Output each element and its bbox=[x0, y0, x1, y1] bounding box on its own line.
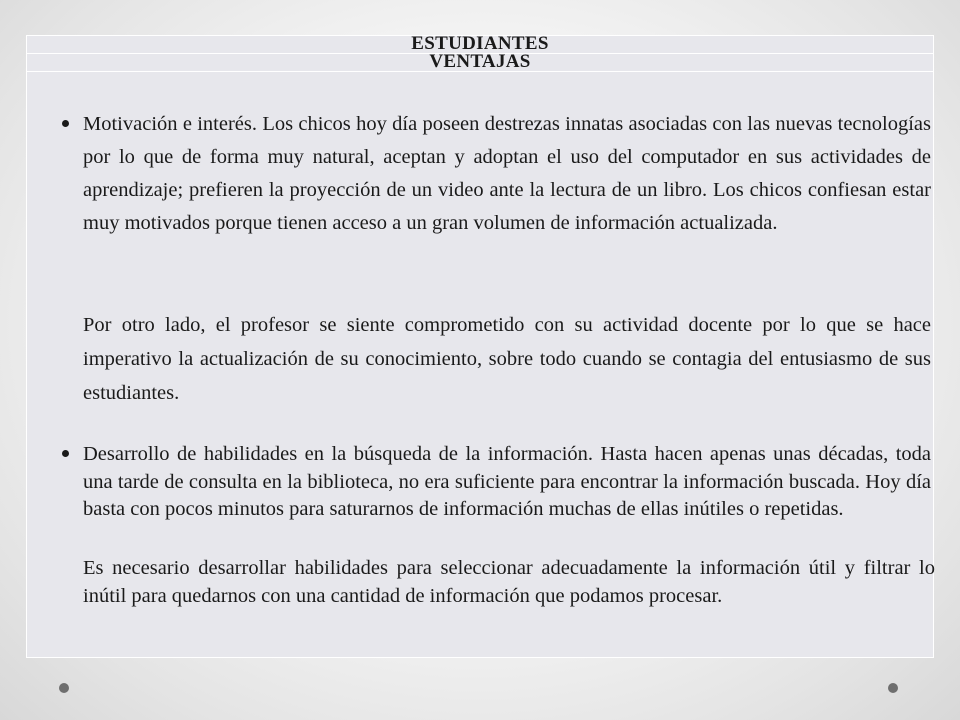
header-title-estudiantes: ESTUDIANTES bbox=[411, 33, 549, 54]
header-title-ventajas: VENTAJAS bbox=[429, 51, 531, 72]
paragraph-profesor: Por otro lado, el profesor se siente comprometido con su actividad docente por lo que se hace imperativo la actualización de su conocimiento, sobre todo cuando se contagia del entusiasmo de sus estudiantes. bbox=[83, 314, 931, 404]
paragraph-seleccionar: Es necesario desarrollar habilidades para seleccionar adecuadamente la información útil y filtrar lo inútil para quedarnos con una cantidad de información que podamos procesar. bbox=[83, 557, 935, 607]
bullet-paragraph-habilidades: Desarrollo de habilidades en la búsqueda de la información. Hasta hacen apenas unas décadas, toda una tarde de consulta en la biblioteca, no era suficiente para encontrar la información buscada. Hoy día basta con pocos minutos para saturarnos de información muchas de ellas inútiles o repetidas. bbox=[83, 443, 931, 520]
slide-content-panel bbox=[26, 35, 934, 658]
corner-dot-left bbox=[59, 683, 69, 693]
slide-body bbox=[27, 33, 935, 657]
bullet-dot-1 bbox=[62, 120, 69, 127]
bullet-dot-2 bbox=[62, 450, 69, 457]
bullet-paragraph-motivacion: Motivación e interés. Los chicos hoy día poseen destrezas innatas asociadas con las nuevas tecnologías por lo que de forma muy natural, aceptan y adoptan el uso del computador en sus actividades de aprendizaje; prefieren la proyección de un video ante la lectura de un libro. Los chicos confiesan estar muy motivados porque tienen acceso a un gran volumen de información actualizada. bbox=[83, 113, 931, 234]
corner-dot-right bbox=[888, 683, 898, 693]
